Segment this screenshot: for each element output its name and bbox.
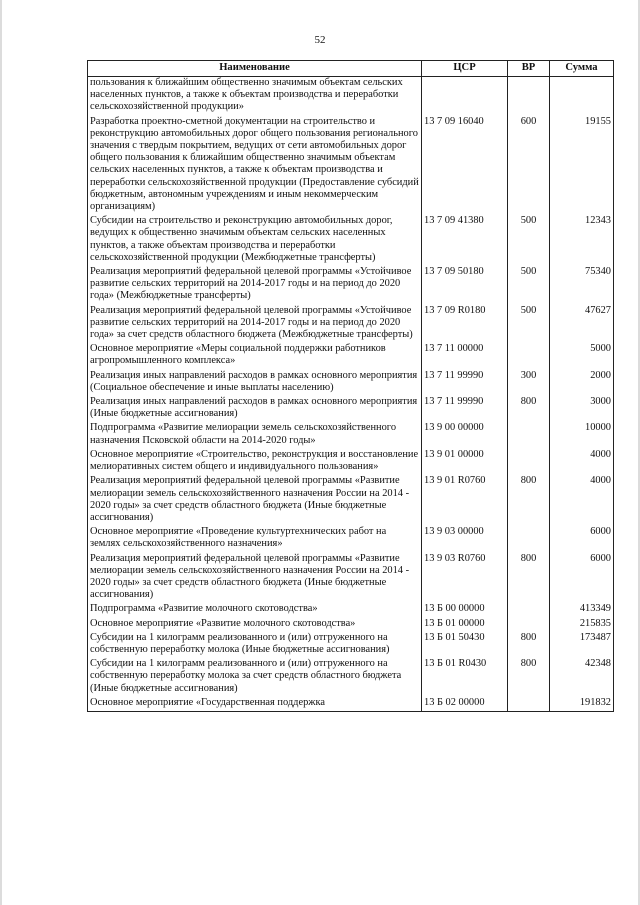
table-row — [88, 632, 614, 658]
cell-name: Субсидии на строительство и реконструкцию автомобильных дорог, ведущих к общественно значимым объектам сельских населенных пунктов, а также объектам производства и переработки сельскохозяйственной продукции (Межбюджетные трансферты) — [88, 215, 422, 266]
cell-sum: 6000 — [550, 526, 614, 552]
cell-vr — [508, 603, 550, 617]
cell-vr — [508, 422, 550, 448]
header-vr: ВР — [508, 61, 550, 77]
cell-name: Основное мероприятие «Развитие молочного скотоводства» — [88, 618, 422, 632]
cell-name: Основное мероприятие «Государственная поддержка — [88, 697, 422, 712]
cell-csr: 13 Б 01 R0430 — [422, 658, 508, 697]
header-name: Наименование — [88, 61, 422, 77]
cell-vr — [508, 618, 550, 632]
cell-csr: 13 Б 01 50430 — [422, 632, 508, 658]
cell-name: Подпрограмма «Развитие мелиорации земель сельскохозяйственного назначения Псковской области на 2014-2020 годы» — [88, 422, 422, 448]
scan-edge-left — [0, 0, 2, 905]
cell-csr — [422, 77, 508, 116]
cell-csr: 13 7 09 41380 — [422, 215, 508, 266]
cell-csr: 13 Б 01 00000 — [422, 618, 508, 632]
cell-vr — [508, 526, 550, 552]
cell-csr: 13 9 01 00000 — [422, 449, 508, 475]
cell-csr: 13 7 11 99990 — [422, 396, 508, 422]
cell-vr: 800 — [508, 396, 550, 422]
cell-sum: 12343 — [550, 215, 614, 266]
table-row — [88, 658, 614, 697]
budget-table — [87, 60, 614, 712]
cell-sum: 173487 — [550, 632, 614, 658]
cell-vr: 500 — [508, 215, 550, 266]
table-row — [88, 370, 614, 396]
cell-vr: 600 — [508, 116, 550, 216]
cell-sum: 5000 — [550, 343, 614, 369]
table-row — [88, 603, 614, 617]
cell-csr: 13 9 01 R0760 — [422, 475, 508, 526]
cell-name: Подпрограмма «Развитие молочного скотоводства» — [88, 603, 422, 617]
cell-name: Основное мероприятие «Меры социальной поддержки работников агропромышленного комплекса» — [88, 343, 422, 369]
table-row — [88, 266, 614, 305]
table-row — [88, 553, 614, 604]
cell-vr: 800 — [508, 658, 550, 697]
cell-sum: 75340 — [550, 266, 614, 305]
cell-vr — [508, 343, 550, 369]
cell-sum: 4000 — [550, 475, 614, 526]
cell-csr: 13 9 03 00000 — [422, 526, 508, 552]
cell-csr: 13 7 09 R0180 — [422, 305, 508, 344]
cell-name: Реализация мероприятий федеральной целевой программы «Развитие мелиорации земель сельскохозяйственного назначения России на 2014 - 2020 годы» за счет средств областного бюджета (Иные бюджетные ассигнования) — [88, 475, 422, 526]
table-row — [88, 475, 614, 526]
cell-sum: 4000 — [550, 449, 614, 475]
page-number: 52 — [314, 34, 326, 46]
table-body — [88, 77, 614, 712]
header-sum: Сумма — [550, 61, 614, 77]
table-row — [88, 215, 614, 266]
cell-vr: 800 — [508, 475, 550, 526]
cell-vr: 800 — [508, 553, 550, 604]
table-row — [88, 526, 614, 552]
cell-sum — [550, 77, 614, 116]
cell-csr: 13 Б 02 00000 — [422, 697, 508, 712]
table-row — [88, 77, 614, 116]
cell-csr: 13 9 00 00000 — [422, 422, 508, 448]
cell-sum: 3000 — [550, 396, 614, 422]
cell-csr: 13 7 09 50180 — [422, 266, 508, 305]
cell-vr — [508, 449, 550, 475]
cell-csr: 13 7 09 16040 — [422, 116, 508, 216]
cell-name: Реализация мероприятий федеральной целевой программы «Устойчивое развитие сельских территорий на 2014-2017 годы и на период до 2020 года» (Межбюджетные трансферты) — [88, 266, 422, 305]
cell-vr — [508, 77, 550, 116]
cell-name: Основное мероприятие «Проведение культуртехнических работ на землях сельскохозяйственного назначения» — [88, 526, 422, 552]
cell-vr: 800 — [508, 632, 550, 658]
cell-csr: 13 7 11 99990 — [422, 370, 508, 396]
cell-name: Субсидии на 1 килограмм реализованного и (или) отгруженного на собственную переработку молока за счет средств областного бюджета (Иные бюджетные ассигнования) — [88, 658, 422, 697]
cell-csr: 13 7 11 00000 — [422, 343, 508, 369]
cell-name: Реализация мероприятий федеральной целевой программы «Развитие мелиорации земель сельскохозяйственного назначения России на 2014 - 2020 годы» за счет средств областного бюджета (Иные бюджетные ассигнования) — [88, 553, 422, 604]
cell-vr: 500 — [508, 305, 550, 344]
cell-name: Реализация иных направлений расходов в рамках основного мероприятия (Социальное обеспечение и иные выплаты населению) — [88, 370, 422, 396]
cell-sum: 215835 — [550, 618, 614, 632]
cell-name: Реализация иных направлений расходов в рамках основного мероприятия (Иные бюджетные ассигнования) — [88, 396, 422, 422]
cell-name: пользования к ближайшим общественно значимым объектам сельских населенных пунктов, а также к объектам производства и переработки сельскохозяйственной продукции» — [88, 77, 422, 116]
header-csr: ЦСР — [422, 61, 508, 77]
cell-sum: 6000 — [550, 553, 614, 604]
table-header-row — [88, 61, 614, 77]
cell-sum: 191832 — [550, 697, 614, 712]
cell-sum: 2000 — [550, 370, 614, 396]
cell-vr: 500 — [508, 266, 550, 305]
table-row — [88, 116, 614, 216]
table-row — [88, 396, 614, 422]
cell-vr: 300 — [508, 370, 550, 396]
table-row — [88, 449, 614, 475]
cell-sum: 47627 — [550, 305, 614, 344]
cell-csr: 13 Б 00 00000 — [422, 603, 508, 617]
cell-name: Реализация мероприятий федеральной целевой программы «Устойчивое развитие сельских территорий на 2014-2017 годы и на период до 2020 года» за счет средств областного бюджета (Межбюджетные трансферты) — [88, 305, 422, 344]
table-row — [88, 422, 614, 448]
cell-sum: 42348 — [550, 658, 614, 697]
cell-sum: 10000 — [550, 422, 614, 448]
cell-name: Разработка проектно-сметной документации на строительство и реконструкцию автомобильных дорог общего пользования регионального значения с твердым покрытием, ведущих от сети автомобильных дорог общего пользования к ближайшим общественно значимым объектам сельских населенных пунктов, а также к объектам производства и переработки сельскохозяйственной продукции (Предоставление субсидий бюджетным, автономным учреждениям и иным некоммерческим организациям) — [88, 116, 422, 216]
table-row — [88, 305, 614, 344]
table-row — [88, 697, 614, 712]
cell-sum: 413349 — [550, 603, 614, 617]
cell-name: Субсидии на 1 килограмм реализованного и (или) отгруженного на собственную переработку молока (Иные бюджетные ассигнования) — [88, 632, 422, 658]
cell-csr: 13 9 03 R0760 — [422, 553, 508, 604]
cell-name: Основное мероприятие «Строительство, реконструкция и восстановление мелиоративных систем общего и индивидуального пользования» — [88, 449, 422, 475]
table-row — [88, 343, 614, 369]
cell-sum: 19155 — [550, 116, 614, 216]
cell-vr — [508, 697, 550, 712]
table-row — [88, 618, 614, 632]
